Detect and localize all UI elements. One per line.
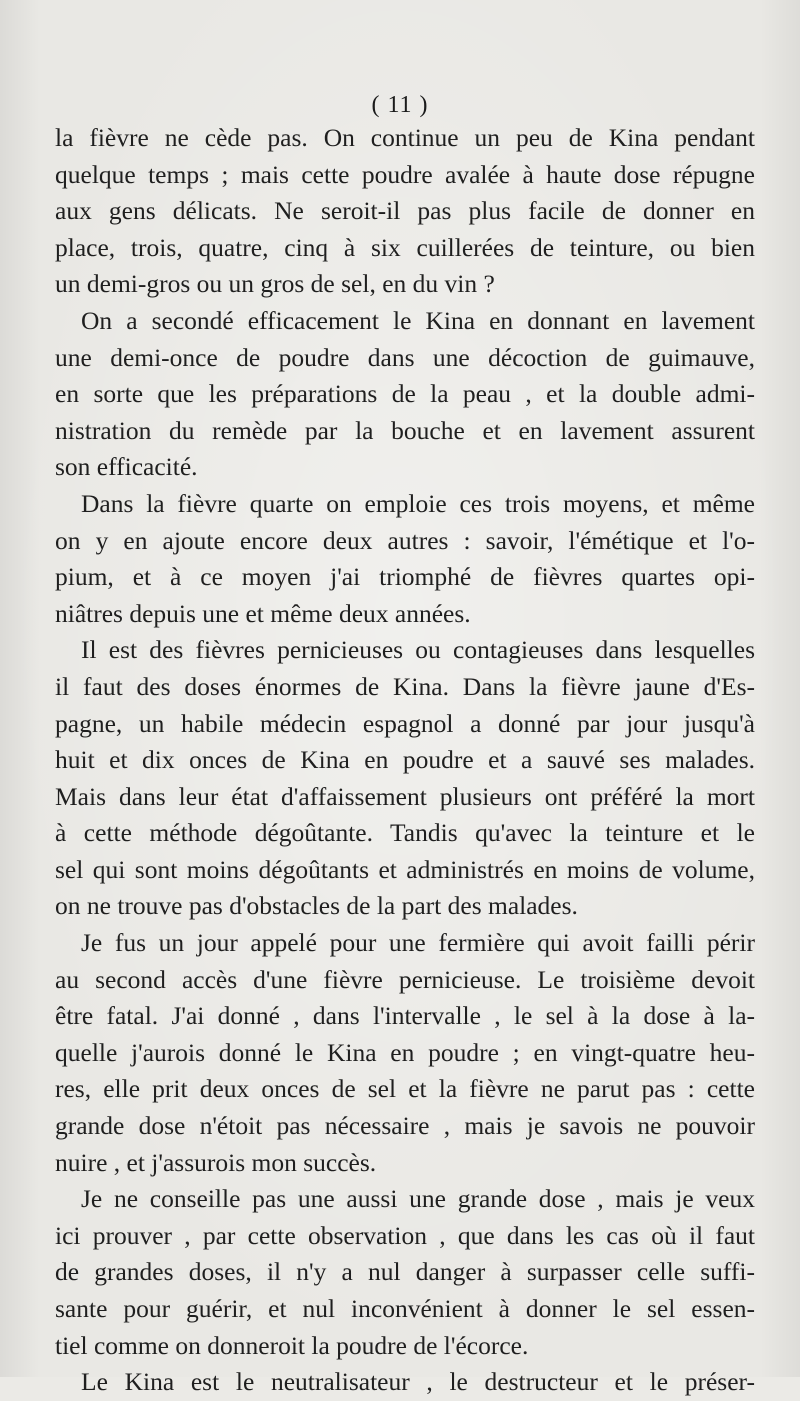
text-line: pium, et à ce moyen j'ai triomphé de fièvres quartes opi-: [55, 562, 755, 592]
text-line: en sorte que les préparations de la peau , et la double admi-: [55, 379, 755, 409]
text-line: nistration du remède par la bouche et en lavement assurent: [55, 415, 755, 445]
text-line: aux gens délicats. Ne seroit-il pas plus facile de donner en: [55, 196, 755, 226]
text-line: Mais dans leur état d'affaissement plusieurs ont préféré la mort: [55, 781, 755, 811]
text-line: être fatal. J'ai donné , dans l'intervalle , le sel à la dose à la-: [55, 1001, 755, 1031]
text-line: place, trois, quatre, cinq à six cuillerées de teinture, ou bien: [55, 232, 755, 262]
text-line: pagne, un habile médecin espagnol a donné par jour jusqu'à: [55, 708, 755, 738]
text-line: son efficacité.: [55, 452, 198, 482]
text-line: sel qui sont moins dégoûtants et administrés en moins de volume,: [55, 854, 755, 884]
text-line: sante pour guérir, et nul inconvénient à donner le sel essen-: [55, 1294, 755, 1323]
text-line: huit et dix onces de Kina en poudre et a sauvé ses malades.: [55, 745, 755, 775]
text-line: à cette méthode dégoûtante. Tandis qu'avec la teinture et le: [55, 818, 755, 848]
text-line: Je fus un jour appelé pour une fermière qui avoit failli périr: [81, 928, 755, 958]
text-line: de grandes doses, il n'y a nul danger à surpasser celle suffi-: [55, 1257, 755, 1287]
text-line: on ne trouve pas d'obstacles de la part des malades.: [55, 891, 578, 921]
text-line: on y en ajoute encore deux autres : savoir, l'émétique et l'o-: [55, 525, 755, 555]
text-line: Dans la fièvre quarte on emploie ces trois moyens, et même: [81, 488, 755, 518]
text-line: On a secondé efficacement le Kina en donnant en lavement: [81, 305, 755, 335]
text-line: Il est des fièvres pernicieuses ou contagieuses dans lesquelles: [81, 635, 755, 665]
text-line: grande dose n'étoit pas nécessaire , mais je savois ne pouvoir: [55, 1111, 755, 1141]
text-line: un demi-gros ou un gros de sel, en du vin ?: [55, 269, 495, 299]
text-line: Le Kina est le neutralisateur , le destructeur et le préser-: [81, 1367, 755, 1397]
text-line: nuire , et j'assurois mon succès.: [55, 1147, 377, 1177]
text-line: une demi-once de poudre dans une décoction de guimauve,: [55, 342, 755, 372]
text-line: tiel comme on donneroit la poudre de l'écorce.: [55, 1330, 529, 1360]
body-text: [55, 120, 755, 1401]
text-line: il faut des doses énormes de Kina. Dans la fièvre jaune d'Es-: [55, 671, 755, 701]
text-line: ici prouver , par cette observation , que dans les cas où il faut: [55, 1220, 755, 1250]
text-line: res, elle prit deux onces de sel et la fièvre ne parut pas : cette: [55, 1074, 755, 1104]
text-line: quelle j'aurois donné le Kina en poudre ; en vingt-quatre heu-: [55, 1037, 755, 1067]
text-line: la fièvre ne cède pas. On continue un peu de Kina pendant: [55, 123, 755, 152]
text-line: quelque temps ; mais cette poudre avalée à haute dose répugne: [55, 159, 755, 189]
text-line: Je ne conseille pas une aussi une grande dose , mais je veux: [81, 1184, 755, 1214]
text-line: au second accès d'une fièvre pernicieuse. Le troisième devoit: [55, 964, 755, 994]
text-line: niâtres depuis une et même deux années.: [55, 598, 471, 628]
page-number: ( 11 ): [371, 92, 429, 118]
